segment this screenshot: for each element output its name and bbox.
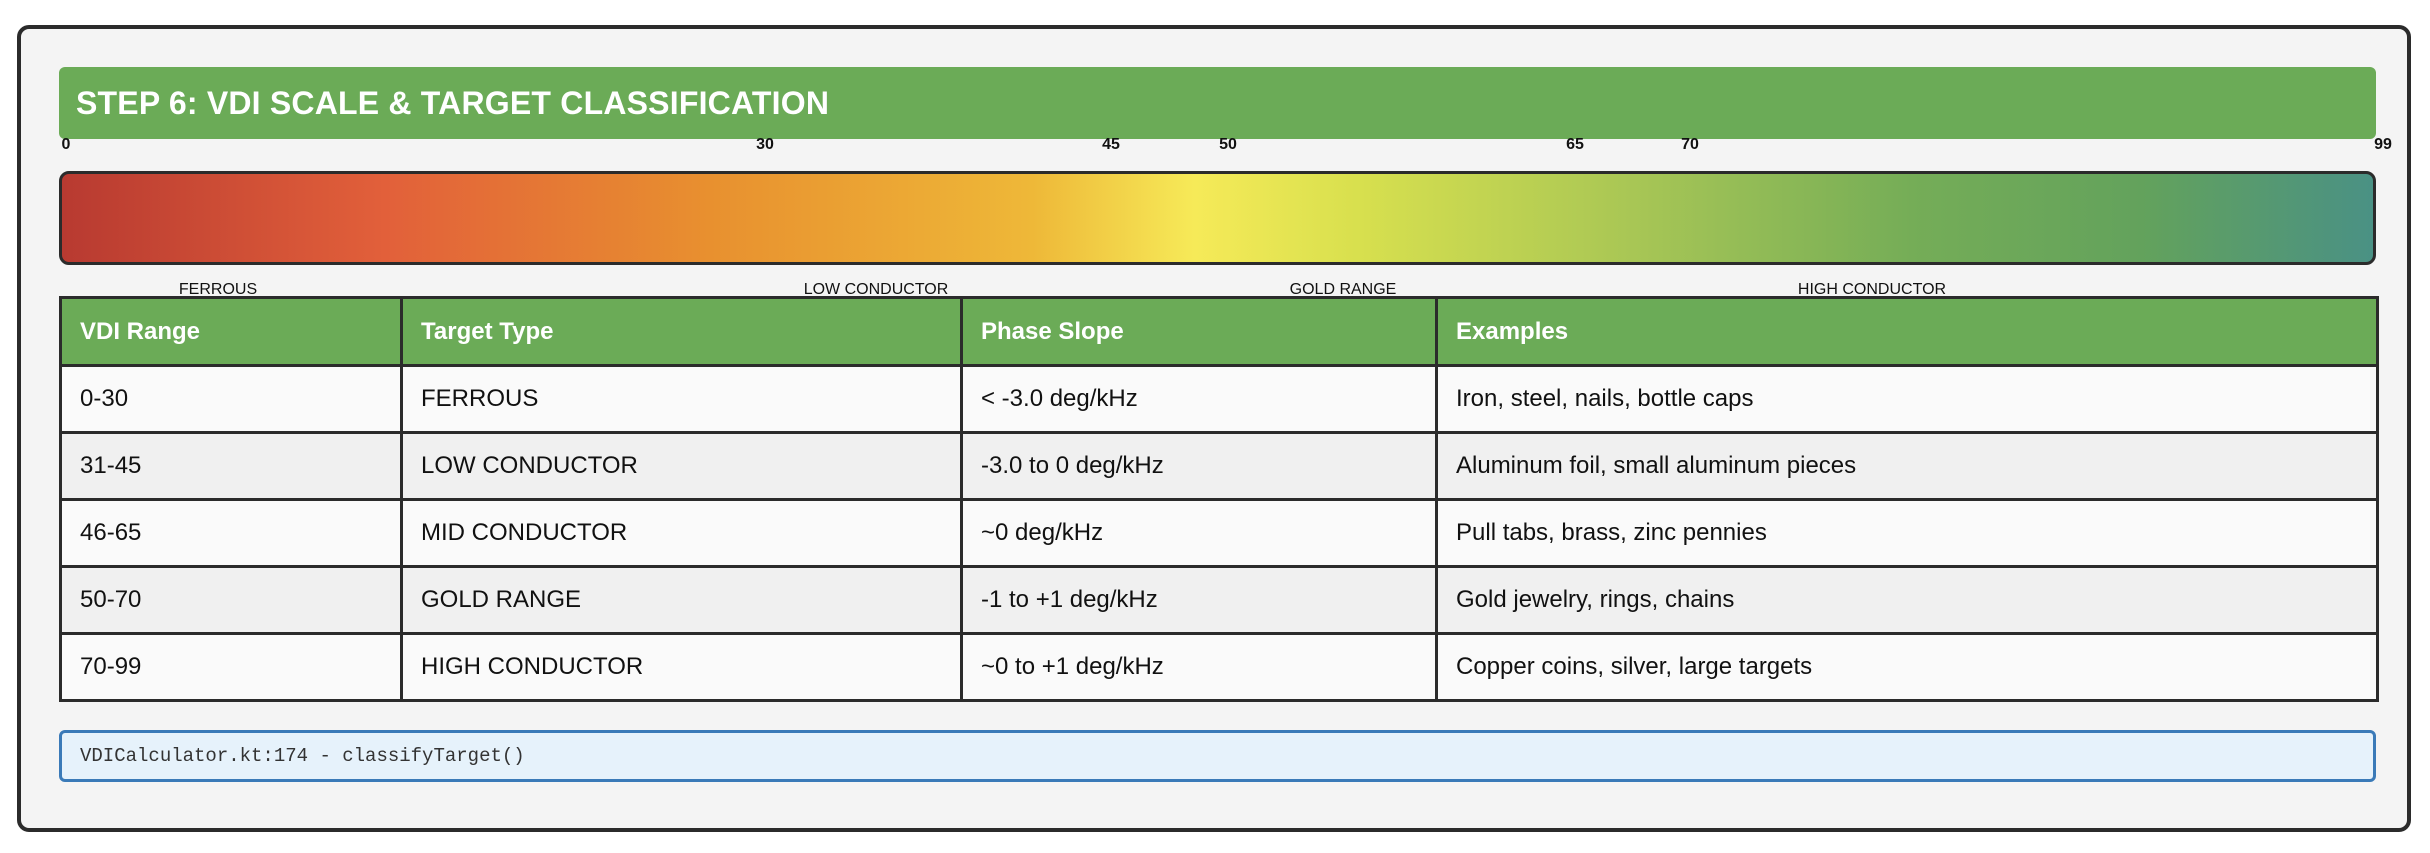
cell-phase-slope: -1 to +1 deg/kHz [962,567,1437,634]
cell-vdi-range: 46-65 [61,500,402,567]
cell-target-type: GOLD RANGE [402,567,962,634]
cell-examples: Aluminum foil, small aluminum pieces [1437,433,2378,500]
cell-examples: Pull tabs, brass, zinc pennies [1437,500,2378,567]
table-row [61,634,2378,701]
cell-vdi-range: 0-30 [61,366,402,433]
header-vdi-range: VDI Range [61,298,402,366]
scale-tick-50: 50 [1219,136,1237,153]
scale-tick-65: 65 [1566,136,1584,153]
region-label-gold-range: GOLD RANGE [1289,281,1397,298]
region-label-low-conductor: LOW CONDUCTOR [803,281,949,298]
cell-examples: Iron, steel, nails, bottle caps [1437,366,2378,433]
table-row [61,500,2378,567]
header-target-type: Target Type [402,298,962,366]
scale-tick-99: 99 [2374,136,2392,153]
table-row [61,366,2378,433]
cell-vdi-range: 50-70 [61,567,402,634]
scale-tick-45: 45 [1102,136,1120,153]
region-label-ferrous: FERROUS [178,281,258,298]
cell-phase-slope: ~0 to +1 deg/kHz [962,634,1437,701]
cell-examples: Gold jewelry, rings, chains [1437,567,2378,634]
header-examples: Examples [1437,298,2378,366]
cell-vdi-range: 31-45 [61,433,402,500]
vdi-gradient-bar [59,171,2376,265]
table-header-row [61,298,2378,366]
step-title-bar [59,67,2376,139]
code-reference-box [59,730,2376,782]
cell-phase-slope: < -3.0 deg/kHz [962,366,1437,433]
cell-target-type: LOW CONDUCTOR [402,433,962,500]
table-row [61,433,2378,500]
table-row [61,567,2378,634]
cell-target-type: FERROUS [402,366,962,433]
scale-tick-70: 70 [1681,136,1699,153]
cell-examples: Copper coins, silver, large targets [1437,634,2378,701]
cell-phase-slope: ~0 deg/kHz [962,500,1437,567]
code-reference: VDICalculator.kt:174 - classifyTarget() [80,745,525,767]
region-label-high-conductor: HIGH CONDUCTOR [1797,281,1947,298]
scale-tick-30: 30 [756,136,774,153]
cell-target-type: HIGH CONDUCTOR [402,634,962,701]
cell-target-type: MID CONDUCTOR [402,500,962,567]
cell-vdi-range: 70-99 [61,634,402,701]
step-title: STEP 6: VDI SCALE & TARGET CLASSIFICATION [76,84,830,121]
header-phase-slope: Phase Slope [962,298,1437,366]
cell-phase-slope: -3.0 to 0 deg/kHz [962,433,1437,500]
classification-table [59,296,2379,702]
scale-tick-0: 0 [61,136,71,153]
